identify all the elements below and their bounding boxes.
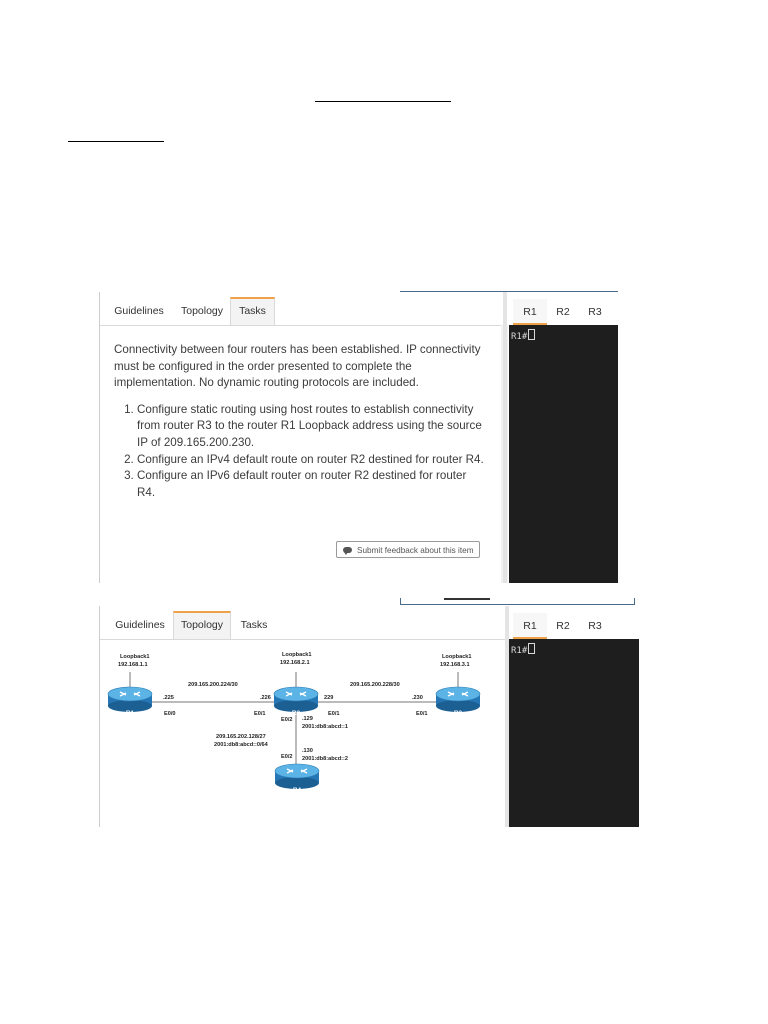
terminal-tab-r2[interactable]: R2 xyxy=(556,306,570,318)
chat-bubble-icon xyxy=(343,547,352,553)
interface-label: E0/2 xyxy=(281,754,293,760)
terminal-tab-r2[interactable]: R2 xyxy=(556,620,570,632)
ipv6-label: 2001:db8:abcd::2 xyxy=(302,756,349,762)
section-underline xyxy=(68,141,164,142)
subnet-label: 209.165.200.228/30 xyxy=(350,682,400,688)
title-underline xyxy=(315,101,451,102)
loopback-ip: 192.168.3.1 xyxy=(440,662,470,668)
interface-label: E0/1 xyxy=(328,711,340,717)
terminal-pane xyxy=(509,292,618,583)
loopback-ip: 192.168.2.1 xyxy=(280,660,310,666)
ipv6-label: 2001:db8:abcd::1 xyxy=(302,724,349,730)
router-r1[interactable] xyxy=(108,687,152,712)
router-r3[interactable] xyxy=(436,687,480,712)
loopback-label: Loopback1 xyxy=(282,652,312,658)
terminal-tab-r3[interactable]: R3 xyxy=(588,306,602,318)
host-label: 229 xyxy=(324,695,334,701)
tasks-content xyxy=(114,342,486,501)
topology-pane xyxy=(99,606,506,827)
terminal-tab-bar xyxy=(509,292,618,325)
router-r2[interactable] xyxy=(274,687,318,712)
interface-label: E0/1 xyxy=(254,711,266,717)
terminal-cursor xyxy=(528,643,535,654)
topology-diagram xyxy=(100,639,506,827)
subnet-label: 209.165.202.128/27 xyxy=(216,734,266,740)
host-label: .129 xyxy=(302,716,313,722)
terminal-console[interactable] xyxy=(509,639,639,827)
screenshot-tasks xyxy=(99,292,618,583)
terminal-prompt: R1# xyxy=(511,329,535,342)
tasks-list xyxy=(114,402,486,502)
subnet-v6-label: 2001:db8:abcd::0/64 xyxy=(214,742,268,748)
submit-feedback-button[interactable] xyxy=(336,541,480,558)
terminal-cursor xyxy=(528,329,535,340)
between-lines-right xyxy=(634,598,635,605)
task-item: 2. Configure an IPv4 default route on router R2 destined for router R4. xyxy=(137,452,486,469)
terminal-pane xyxy=(509,606,639,827)
terminal-console[interactable] xyxy=(509,325,618,583)
terminal-tab-r3[interactable]: R3 xyxy=(588,620,602,632)
instructions-pane xyxy=(99,292,508,583)
tab-tasks[interactable]: Tasks xyxy=(240,619,268,631)
tab-guidelines[interactable]: Guidelines xyxy=(114,305,164,317)
task-item: 1. Configure static routing using host routes to establish connectivity from router R3 to the router R1 Loopback address using the source IP of 209.165.200.230. xyxy=(137,402,486,452)
router-name: R3 xyxy=(453,710,463,717)
between-lines-left xyxy=(400,598,401,605)
router-name: R4 xyxy=(292,787,302,794)
router-name: R2 xyxy=(291,710,301,717)
loopback-label: Loopback1 xyxy=(442,654,472,660)
tab-topology[interactable]: Topology xyxy=(173,611,231,639)
terminal-tab-bar xyxy=(509,606,639,639)
topology-tab-bar xyxy=(100,606,506,640)
host-label: .226 xyxy=(260,695,271,701)
instructions-tab-bar xyxy=(100,292,508,326)
subnet-label: 209.165.200.224/30 xyxy=(188,682,238,688)
between-lines xyxy=(400,604,635,605)
terminal-tab-r1[interactable]: R1 xyxy=(513,299,547,325)
router-name: R1 xyxy=(125,710,135,717)
interface-label: E0/1 xyxy=(416,711,428,717)
pane-divider[interactable] xyxy=(503,292,507,583)
router-r4[interactable] xyxy=(275,764,319,789)
host-label: .130 xyxy=(302,748,313,754)
loopback-ip: 192.168.1.1 xyxy=(118,662,148,668)
tab-guidelines[interactable]: Guidelines xyxy=(115,619,165,631)
host-label: .230 xyxy=(412,695,423,701)
interface-label: E0/2 xyxy=(281,717,293,723)
loopback-label: Loopback1 xyxy=(120,654,150,660)
terminal-prompt: R1# xyxy=(511,643,535,656)
feedback-label: Submit feedback about this item xyxy=(357,546,474,555)
between-mark xyxy=(444,598,490,600)
tasks-intro: Connectivity between four routers has been established. IP connectivity must be configured in the order presented to complete the implementation. No dynamic routing protocols are included. xyxy=(114,343,481,390)
task-item: 3. Configure an IPv6 default router on router R2 destined for router R4. xyxy=(137,468,486,501)
screenshot-topology xyxy=(99,606,639,827)
tab-tasks[interactable]: Tasks xyxy=(230,297,275,325)
interface-label: E0/0 xyxy=(164,711,176,717)
host-label: .225 xyxy=(163,695,174,701)
terminal-tab-r1[interactable]: R1 xyxy=(513,613,547,639)
tab-topology[interactable]: Topology xyxy=(180,305,224,317)
